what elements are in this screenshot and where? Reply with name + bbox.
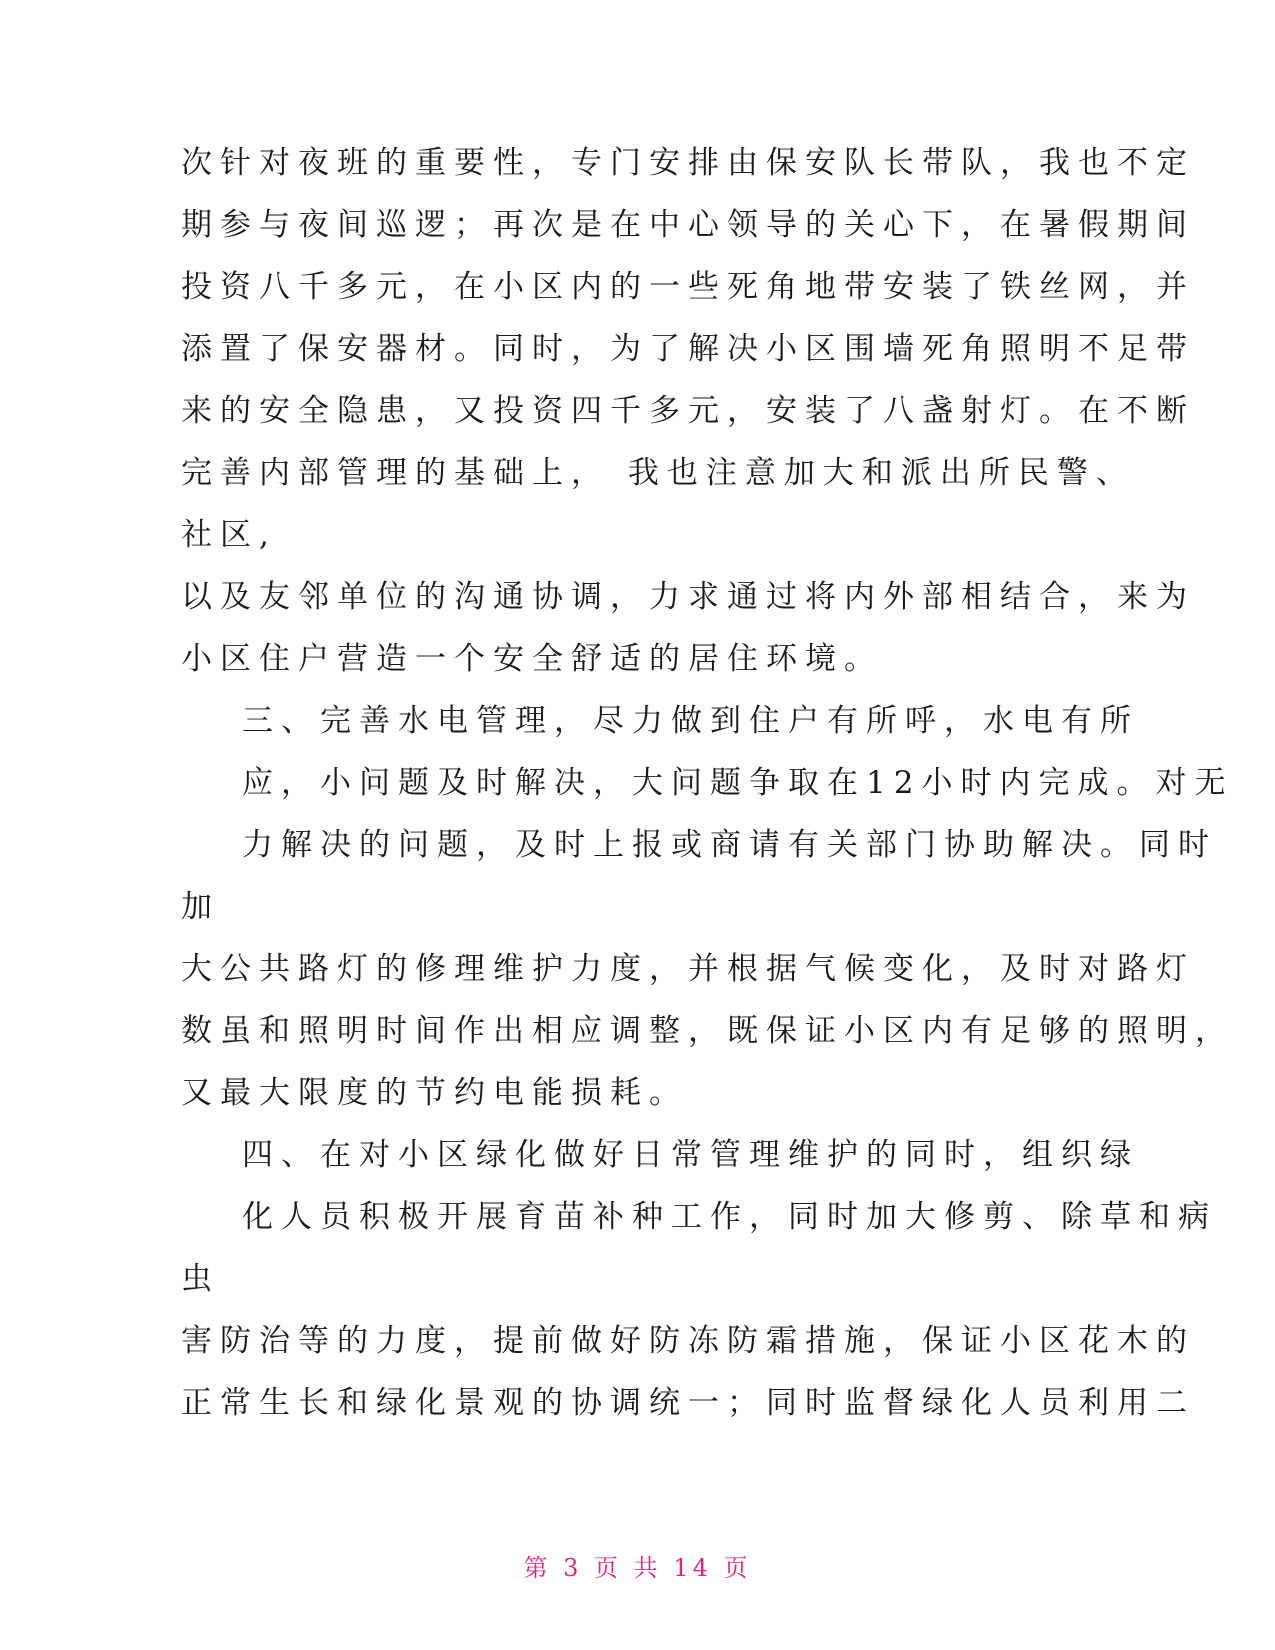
body-line: 应，小问题及时解决，大问题争取在12小时内完成。对无 xyxy=(242,765,1234,801)
body-line: 以及友邻单位的沟通协调，力求通过将内外部相结合，来为 xyxy=(181,579,1195,615)
body-line: 添置了保安器材。同时，为了解决小区围墙死角照明不足带 xyxy=(181,331,1195,367)
body-line: 又最大限度的节约电能损耗。 xyxy=(181,1075,688,1111)
body-line: 力解决的问题，及时上报或商请有关部门协助解决。同时 xyxy=(242,827,1217,863)
body-line: 加 xyxy=(181,889,220,925)
body-line: 投资八千多元，在小区内的一些死角地带安装了铁丝网，并 xyxy=(181,269,1195,305)
section-heading-line: 四、在对小区绿化做好日常管理维护的同时，组织绿 xyxy=(242,1137,1139,1173)
body-line: 害防治等的力度，提前做好防冻防霜措施，保证小区花木的 xyxy=(181,1323,1195,1359)
body-line: 来的安全隐患，又投资四千多元，安装了八盏射灯。在不断 xyxy=(181,393,1195,429)
body-line: 正常生长和绿化景观的协调统一；同时监督绿化人员利用二 xyxy=(181,1385,1195,1421)
body-line: 期参与夜间巡逻；再次是在中心领导的关心下，在暑假期间 xyxy=(181,207,1195,243)
page-number-footer: 第 3 页 共 14 页 xyxy=(523,1554,752,1582)
body-line: 虫 xyxy=(181,1261,220,1297)
body-line: 化人员积极开展育苗补种工作，同时加大修剪、除草和病 xyxy=(242,1199,1217,1235)
body-line: 完善内部管理的基础上， 我也注意加大和派出所民警、 xyxy=(181,455,1135,491)
body-line: 次针对夜班的重要性，专门安排由保安队长带队，我也不定 xyxy=(181,145,1195,181)
body-line: 数虽和照明时间作出相应调整，既保证小区内有足够的照明， xyxy=(181,1013,1234,1049)
body-line: 大公共路灯的修理维护力度，并根据气候变化，及时对路灯 xyxy=(181,951,1195,987)
section-heading-line: 三、完善水电管理，尽力做到住户有所呼，水电有所 xyxy=(242,703,1139,739)
body-line: 社区, xyxy=(181,517,277,553)
body-line: 小区住户营造一个安全舒适的居住环境。 xyxy=(181,641,883,677)
